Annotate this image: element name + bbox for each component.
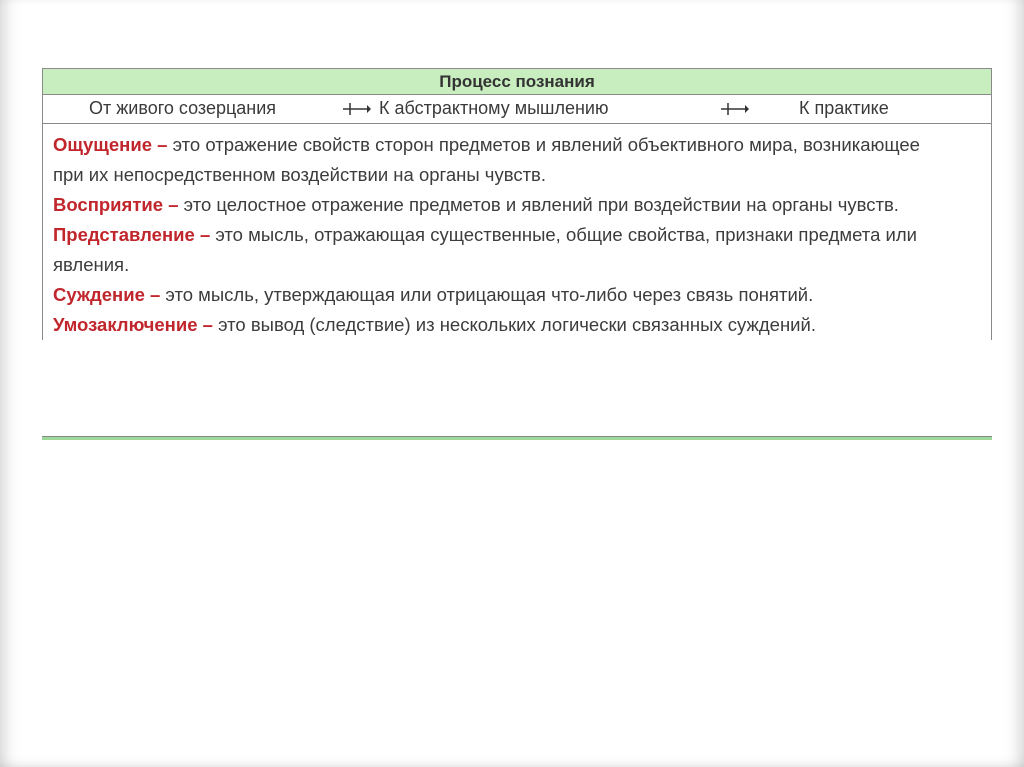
definition-text: это мысль, отражающая существенные, общие свойства, признаки предмета или явления. [53,224,917,275]
definition-dash: – [168,194,179,215]
cognition-table [42,68,992,340]
definition-item [53,280,933,310]
definition-text: это мысль, утверждающая или отрицающая что-либо через связь понятий. [160,284,814,305]
definition-dash: – [150,284,161,305]
definition-term: Ощущение [53,134,153,155]
flow-step-3: К практике [799,98,889,118]
table-title: Процесс познания [43,69,991,95]
definition-term: Умозаключение [53,314,198,335]
definition-text: это отражение свойств сторон предметов и явлений объективного мира, возникающее при их непосредственном воздействии на органы чувств. [53,134,920,185]
flow-step-2: К абстрактному мышлению [379,98,609,118]
definition-text: это вывод (следствие) из нескольких логически связанных суждений. [212,314,816,335]
flow-step-1: От живого созерцания [89,98,277,118]
definition-item [53,190,933,220]
definition-dash: – [199,224,211,245]
definition-term: Представление [53,224,195,245]
definition-dash: – [202,314,213,335]
definition-item [53,310,933,340]
definition-text: это целостное отражение предметов и явлений при воздействии на органы чувств. [178,194,899,215]
definition-dash: – [157,134,168,155]
arrow-right-icon [341,101,371,117]
arrow-right-icon [719,101,749,117]
table-bottom-border [42,436,992,440]
definition-term: Суждение [53,284,145,305]
definitions-list [43,124,991,340]
process-flow-row [43,95,991,124]
definition-item [53,130,933,190]
definition-term: Восприятие [53,194,164,215]
definition-item [53,220,933,280]
